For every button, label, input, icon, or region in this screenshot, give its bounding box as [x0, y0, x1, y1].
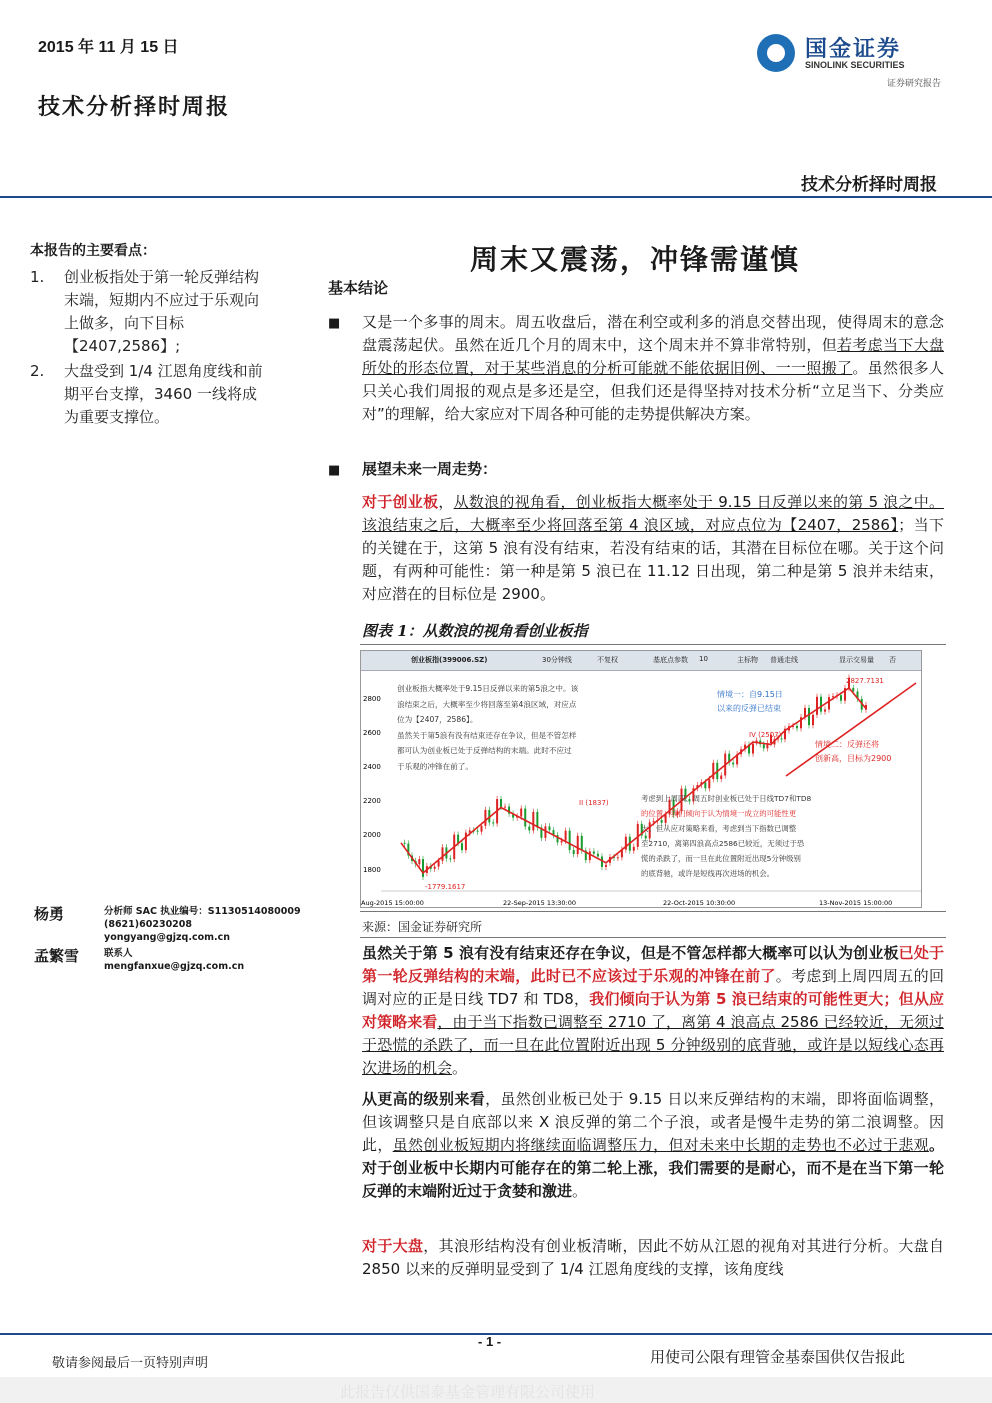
candle-body: [520, 809, 522, 817]
candle-body: [438, 861, 440, 867]
key-point-text: 创业板指处于第一轮反弹结构末端，短期内不应过于乐观向上做多，向下目标【2407,2586】;: [64, 268, 260, 355]
analyst-license: 分析师 SAC 执业编号：S1130514080009: [104, 906, 301, 917]
analyst-info: [104, 905, 301, 944]
text-run-highlight: 对于创业板: [362, 493, 439, 511]
paragraph-higher-level: [362, 1088, 944, 1203]
x-axis: [361, 899, 892, 907]
candle-body: [796, 726, 798, 728]
analyst-entry: [34, 903, 324, 951]
candle-body: [617, 857, 619, 858]
candle-body: [712, 763, 714, 779]
key-point-item: [30, 266, 270, 358]
analyst-phone: (8621)60230208: [104, 919, 193, 930]
report-title: 周末又震荡，冲锋需谨慎: [469, 243, 800, 276]
analyst-name: 杨勇: [34, 905, 65, 923]
key-point-text: 大盘受到 1/4 江恩角度线和前期平台支撑，3460 一线将成为重要支撑位。: [64, 362, 263, 426]
chinext-chart: [360, 650, 922, 908]
key-point-number: 1.: [30, 268, 45, 286]
candle-body: [732, 763, 734, 765]
candle-body: [589, 851, 591, 860]
x-tick: 13-Nov-2015 15:00:00: [819, 899, 893, 907]
chart-volume-select[interactable]: 否: [889, 656, 896, 664]
candle-body: [484, 810, 486, 826]
y-tick: 2800: [363, 695, 381, 703]
candle-body: [812, 715, 814, 725]
note-line: 创新高，目标为2900: [815, 754, 892, 763]
text-run-underlined: 若考虑当下大盘所处的形态位置，对于某些消息的分析可能就不能依据旧例、一一照搬了: [362, 336, 944, 377]
key-points-sidebar: [30, 240, 270, 429]
text-run-underlined: ，由于当下指数已调整至 2710 了，离第 4 浪高点 2586 已经较近，无须过于恐慌的杀跌了，而一旦在此位置附近出现 5 分钟级别的底背驰，或许是以短线心态再次进场的机会: [362, 1013, 944, 1077]
candle-body: [593, 851, 595, 853]
candle-body: [581, 836, 583, 851]
report-date: 2015 年 11 月 15 日: [38, 39, 179, 56]
y-tick: 2200: [363, 797, 381, 805]
chart-plot: [361, 651, 922, 908]
candle-body: [449, 858, 451, 859]
figure-title: 图表 1：从数浪的视角看创业板指: [362, 622, 588, 640]
analyst-info: [104, 947, 244, 973]
analyst-role: 联系人: [104, 948, 133, 959]
chart-line-select[interactable]: 普通走线: [770, 656, 798, 664]
candle-body: [605, 865, 607, 867]
text-run: 。: [452, 1059, 468, 1077]
candle-body: [548, 826, 550, 830]
note-line: 情境一：自9.15日: [717, 690, 783, 699]
x-tick: 22-Sep-2015 13:30:00: [503, 899, 577, 907]
chart-symbol: 创业板指(399006.SZ): [411, 656, 488, 664]
candle-body: [465, 833, 467, 850]
logo-subtitle: 证券研究报告: [886, 79, 941, 89]
note-line: 创业板指大概率处于9.15日反弹以来的第5浪之中。该: [397, 684, 579, 693]
candle-body: [481, 826, 483, 832]
figure-rule-bottom: [360, 911, 946, 912]
figure-source: 来源：国金证券研究所: [362, 920, 483, 934]
page-number: - 1 -: [478, 1334, 502, 1349]
note-line: 的位置，我们倾向于认为情境一成立的可能性更: [641, 809, 797, 818]
text-run-underlined: 从数浪的视角看，创业板指大概率处于 9.15 日反弹以来的第 5 浪之中。该浪结束之后，大概率至少将回落至第 4 浪区域，对应点位为【2407，2586】: [362, 493, 944, 534]
analyst-block: [34, 903, 324, 993]
candle-body: [832, 696, 834, 697]
text-run: ，其浪形结构没有创业板清晰，因此不妨从江恩的视角对其进行分析。大盘自 2850 以来的反弹明显受到了 1/4 江恩角度线的支撑，该角度线: [362, 1237, 944, 1278]
candle-body: [500, 799, 502, 807]
note-line: 浪结束之后，大概率至少将回落至第4浪区域，对应点: [397, 700, 577, 709]
candle-body: [763, 744, 765, 748]
paragraph-index: [362, 1235, 944, 1281]
text-run: 。虽然很多人只关心我们周报的观点是多还是空，但我们还是得坚持对技术分析“立足当下、分类应对”的理解，给大家应对下周各种可能的走势提供解决方案。: [362, 359, 944, 423]
candle-body: [661, 820, 663, 823]
y-tick: 2400: [363, 763, 381, 771]
y-axis: [363, 695, 381, 874]
note-line: 考虑到上周四、周五时创业板已处于日线TD7和TD8: [641, 794, 812, 803]
candle-body: [404, 843, 406, 844]
candle-body: [708, 779, 710, 788]
section-heading: 基本结论: [328, 279, 389, 297]
analyst-email[interactable]: yongyang@gjzq.com.cn: [104, 932, 231, 943]
scenario-2-label: [815, 739, 891, 764]
key-points-heading: 本报告的主要看点：: [30, 243, 156, 259]
text-run-underlined: 虽然创业板短期内将继续面临调整压力，但对未来中长期的走势也不必过于悲观: [392, 1136, 929, 1154]
chart-adjust-select[interactable]: 不复权: [597, 656, 618, 664]
candle-body: [569, 831, 571, 850]
candle-body: [461, 843, 463, 850]
note-line: 于乐观的冲锋在前了。: [397, 762, 473, 771]
text-run-bold: 。对于创业板中长期内可能存在的第二轮上涨，我们需要的是耐心，而不是在当下第一轮反弹的末端附近过于贪婪和激进: [362, 1136, 944, 1200]
candle-body: [442, 847, 444, 860]
text-run-bold: 从更高的级别来看: [362, 1090, 486, 1108]
analyst-name: 孟繁雪: [34, 947, 80, 965]
chart-param-label: 基底点参数: [653, 656, 688, 664]
candle-body: [418, 859, 420, 864]
source-rule: [360, 937, 946, 938]
note-line: 的底背驰，或许是短线再次进场的机会。: [641, 869, 775, 878]
candle-body: [422, 859, 424, 877]
running-title: 技术分析择时周报: [801, 175, 937, 195]
scenario-1-label: [717, 689, 783, 713]
candle-body: [565, 831, 567, 841]
candle-body: [633, 847, 635, 851]
candle-body: [477, 831, 479, 832]
candle-body: [645, 836, 647, 839]
figure-rule-top: [360, 644, 946, 645]
text-run: ，虽然创业板已处于 9.15 日以来反弹结构的末端，即将面临调整，但该调整只是自底部以来 X 浪反弹的第二个子浪，或者是慢牛走势的第二浪调整。因此，: [362, 1090, 944, 1154]
outlook-heading: 展望未来一周走势：: [362, 460, 498, 478]
header-divider: [0, 196, 992, 198]
note-line: 都可认为创业板已处于反弹结构的末端。此时不应过: [397, 746, 572, 755]
candle-body: [820, 697, 822, 712]
note-line: 位为【2407，2586】。: [397, 715, 478, 724]
candle-body: [504, 807, 506, 808]
candle-body: [840, 695, 842, 701]
text-run: 。: [572, 1182, 588, 1200]
text-run: ；当下的关键在于，这第 5 浪有没有结束，若没有结束的话，其潜在目标位在哪。关于这个问题，有两种可能性：第一种是第 5 浪已在 11.12 日出现，第二种是第 5 浪并未结束，对应潜在的目标位是 2900。: [362, 516, 944, 603]
watermark-text: 此报告仅供国泰基金管理有限公司使用: [340, 1383, 596, 1401]
y-tick: 2000: [363, 831, 381, 839]
logo-name-en: SINOLINK SECURITIES: [805, 60, 905, 70]
candle-body: [536, 812, 538, 828]
chart-note-2: [641, 794, 812, 879]
key-point-number: 2.: [30, 362, 45, 380]
text-run-highlight: 已处于第一轮反弹结构的末端，此时已不应该过于乐观的冲锋在前了: [362, 944, 944, 985]
candle-body: [597, 854, 599, 857]
chart-volume-label: 显示交易量: [839, 656, 874, 664]
analyst-entry: [34, 945, 324, 993]
paragraph-wave5: [362, 942, 944, 1080]
note-line: 虽然关于第5浪有没有结束还存在争议，但是不管怎样: [397, 731, 577, 740]
candle-body: [528, 827, 530, 831]
candle-body: [524, 809, 526, 827]
watermark-bar: [0, 1377, 992, 1403]
y-tick: 2600: [363, 729, 381, 737]
paragraph-overview: [362, 311, 944, 426]
text-run: 又是一个多事的周末。周五收盘后，潜在利空或利多的消息交替出现，使得周末的意念盘震荡起伏。虽然在近几个月的周末中，这个周末并不算非常特别，但: [362, 313, 944, 354]
wave-ii-label: II (1837): [579, 799, 609, 807]
company-logo: [757, 32, 947, 88]
candle-body: [720, 775, 722, 779]
chart-main-label: 主标物: [737, 656, 758, 664]
chart-param-input[interactable]: 10: [699, 655, 708, 663]
bullet-icon: ■: [328, 316, 341, 331]
candle-body: [824, 709, 826, 711]
low-label: -1779.1617: [425, 883, 466, 891]
high-label: 2827.7131: [846, 677, 884, 685]
y-tick: 1800: [363, 866, 381, 874]
candle-body: [434, 867, 436, 869]
text-run-bold: 虽然关于第 5 浪有没有结束还存在争议，但是不管怎样都大概率可以认为创业板: [362, 944, 899, 962]
wave-iv-label: IV (2507): [749, 731, 782, 739]
text-run-highlight: 我们倾向于认为第 5 浪已结束的可能性更大；但从应对策略来看: [362, 990, 944, 1031]
chart-note-1: [397, 683, 579, 771]
paragraph-chinext: [362, 491, 944, 606]
note-line: 至2710，离第四浪高点2586已较近，无须过于恐: [641, 839, 805, 848]
text-run: 。考虑到上周四周五的回调对应的正是日线 TD7 和 TD8，: [362, 967, 944, 1008]
text-run-highlight: 对于大盘: [362, 1237, 424, 1255]
bullet-icon: ■: [328, 463, 341, 478]
x-tick: Aug-2015 15:00:00: [361, 899, 424, 907]
candle-body: [561, 841, 563, 843]
note-line: 以来的反弹已结束: [717, 704, 781, 713]
report-type: 技术分析择时周报: [38, 94, 231, 120]
logo-name-cn: 国金证券: [805, 37, 902, 62]
logo-mark-icon: [757, 34, 795, 72]
candle-body: [828, 697, 830, 709]
candle-body: [577, 836, 579, 854]
candle-body: [532, 812, 534, 830]
candle-body: [704, 782, 706, 788]
candle-body: [808, 708, 810, 725]
note-line: 情境二：反弹还将: [815, 740, 879, 749]
chart-period-select[interactable]: 30分钟线: [542, 656, 572, 664]
footer-disclaimer: 敬请参阅最后一页特别声明: [52, 1356, 209, 1371]
note-line: 大；但从应对策略来看，考虑到当下指数已调整: [641, 824, 797, 833]
key-point-item: [30, 360, 270, 429]
candle-body: [573, 850, 575, 854]
footer-notice: 用使司公限有理管金基泰国供仅告报此: [650, 1348, 906, 1366]
candle-body: [492, 822, 494, 823]
key-points-list: [30, 266, 270, 429]
candle-body: [752, 744, 754, 754]
candle-body: [816, 697, 818, 715]
x-tick: 22-Oct-2015 10:30:00: [663, 899, 736, 907]
analyst-email[interactable]: mengfanxue@gjzq.com.cn: [104, 961, 245, 972]
note-line: 慌的杀跌了，而一旦在此位置附近出现5分钟级别: [641, 854, 801, 863]
text-run: ，: [438, 493, 454, 511]
